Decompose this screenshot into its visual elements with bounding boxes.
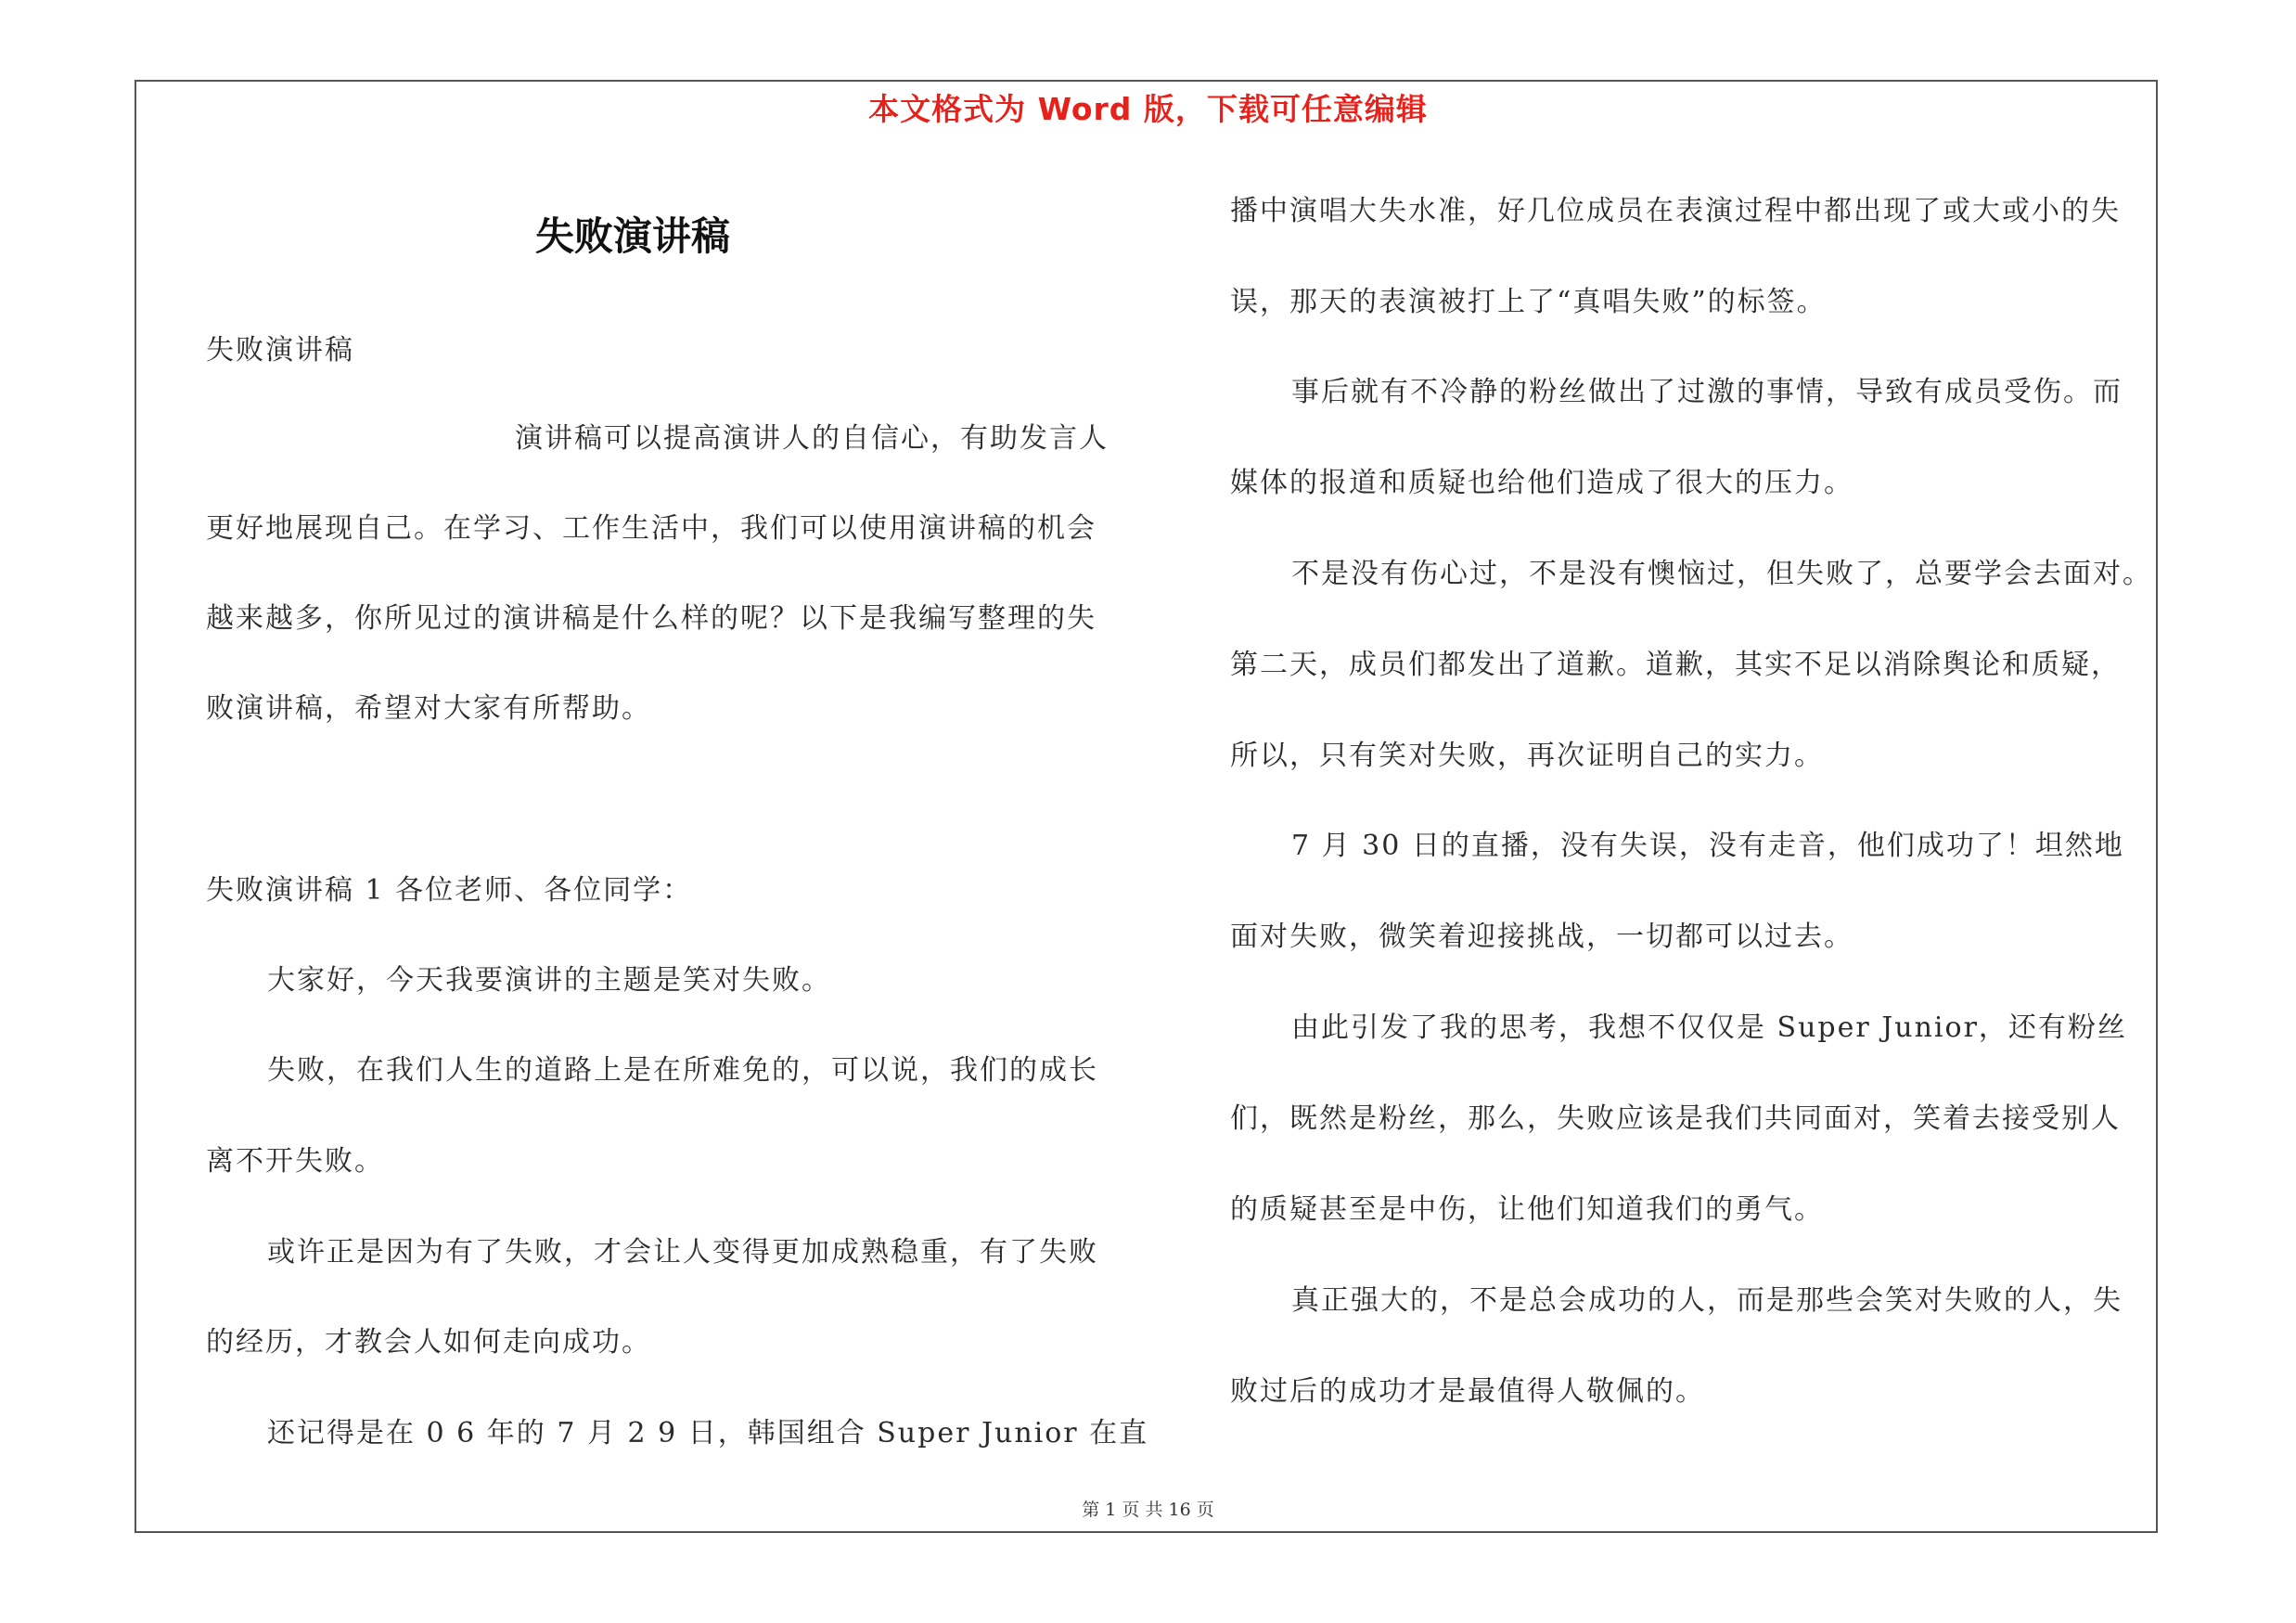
paragraph-line: 败演讲稿，希望对大家有所帮助。 [206,692,651,725]
paragraph-line: 的经历，才教会人如何走向成功。 [206,1326,651,1359]
paragraph-line: 误，那天的表演被打上了“真唱失败”的标签。 [1230,286,1827,318]
paragraph-line: 所以，只有笑对失败，再次证明自己的实力。 [1230,740,1824,772]
paragraph-line: 离不开失败。 [206,1145,384,1178]
paragraph-line: 更好地展现自己。在学习、工作生活中，我们可以使用演讲稿的机会 [206,512,1097,545]
paragraph-line: 失败演讲稿 [206,334,354,367]
document-title: 失败演讲稿 [534,213,730,259]
paragraph-line: 播中演唱大失水准，好几位成员在表演过程中都出现了或大或小的失 [1230,195,2121,227]
paragraph-line: 由此引发了我的思考，我想不仅仅是 Super Junior，还有粉丝 [1291,1011,2127,1044]
paragraph-line: 不是没有伤心过，不是没有懊恼过，但失败了，总要学会去面对。 [1291,558,2152,590]
paragraph-line: 越来越多，你所见过的演讲稿是什么样的呢？以下是我编写整理的失 [206,602,1097,635]
paragraph-line: 的质疑甚至是中伤，让他们知道我们的勇气。 [1230,1193,1824,1226]
paragraph-line: 失败，在我们人生的道路上是在所难免的，可以说，我们的成长 [267,1054,1098,1087]
paragraph-line: 还记得是在 0 6 年的 7 月 2 9 日，韩国组合 Super Junior 在直 [267,1417,1149,1449]
word-format-banner: 本文格式为 Word 版，下载可任意编辑 [868,91,1428,127]
paragraph-line: 面对失败，微笑着迎接挑战，一切都可以过去。 [1230,921,1853,953]
paragraph-line: 败过后的成功才是最值得人敬佩的。 [1230,1375,1705,1408]
paragraph-line: 们，既然是粉丝，那么，失败应该是我们共同面对，笑着去接受别人 [1230,1102,2121,1135]
page-number-footer: 第 1 页 共 16 页 [1082,1500,1214,1520]
paragraph-line: 演讲稿可以提高演讲人的自信心，有助发言人 [515,422,1109,455]
paragraph-line: 媒体的报道和质疑也给他们造成了很大的压力。 [1230,467,1853,499]
paragraph-line: 真正强大的，不是总会成功的人，而是那些会笑对失败的人，失 [1291,1284,2123,1317]
paragraph-line: 第二天，成员们都发出了道歉。道歉，其实不足以消除舆论和质疑， [1230,649,2121,681]
paragraph-line: 或许正是因为有了失败，才会让人变得更加成熟稳重，有了失败 [267,1236,1098,1269]
paragraph-line: 大家好，今天我要演讲的主题是笑对失败。 [267,964,831,997]
paragraph-line: 失败演讲稿 1 各位老师、各位同学： [206,874,693,907]
paragraph-line: 事后就有不冷静的粉丝做出了过激的事情，导致有成员受伤。而 [1291,376,2123,408]
paragraph-line: 7 月 30 日的直播，没有失误，没有走音，他们成功了！坦然地 [1291,830,2124,862]
